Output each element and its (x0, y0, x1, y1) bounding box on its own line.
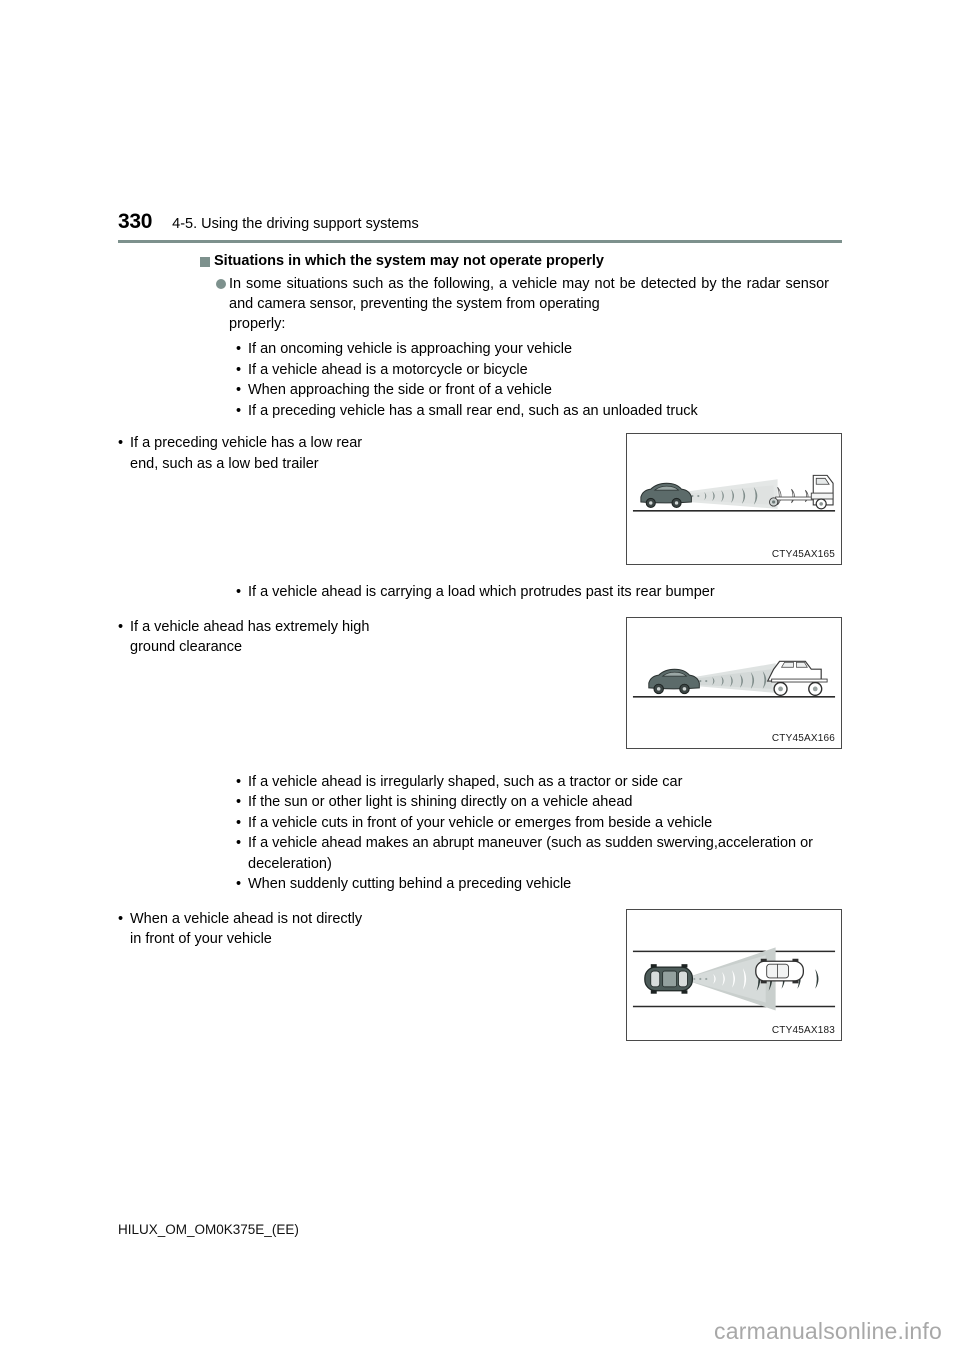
list-item-line1: If a preceding vehicle has a low rear (130, 435, 363, 451)
figure-high-ground-clearance (626, 617, 842, 749)
list-item-text: If an oncoming vehicle is approaching your vehicle (248, 341, 573, 357)
list-item-text (130, 909, 410, 950)
bullet-list-1 (236, 339, 842, 421)
dot-bullet-icon: • (236, 584, 242, 600)
round-bullet-icon (216, 279, 226, 289)
list-item-text: When suddenly cutting behind a preceding vehicle (248, 876, 572, 892)
figure3-caption: CTY45AX183 (771, 1024, 835, 1036)
bullet-protruding-load (236, 582, 842, 603)
list-item-text: When approaching the side or front of a vehicle (248, 382, 552, 398)
intro-text-body: In some situations such as the following, a vehicle may not be detected by the radar sensor and camera sensor, preventing the system from operating (229, 276, 829, 312)
list-item (236, 360, 842, 381)
subsection-heading (200, 252, 842, 271)
list-item (236, 874, 842, 895)
figure-row-2 (118, 617, 842, 752)
section-header-title: 4-5. Using the driving support systems (172, 216, 419, 232)
dot-bullet-icon: • (236, 794, 242, 810)
list-item-text (130, 433, 410, 474)
list-item-line2: in front of your vehicle (130, 931, 272, 947)
figure2-illustration (627, 618, 841, 748)
dot-bullet-icon: • (236, 382, 242, 398)
dot-bullet-icon: • (236, 814, 242, 831)
dot-bullet-icon: • (236, 835, 242, 851)
list-item-text (248, 833, 842, 874)
dot-bullet-icon: • (236, 361, 242, 378)
figure-row-3 (118, 909, 842, 1044)
list-item (236, 339, 842, 360)
intro-text-last-line: properly: (229, 316, 286, 332)
subsection-heading-text: Situations in which the system may not operate properly (214, 253, 604, 269)
intro-bullet (216, 274, 842, 334)
figure2-caption: CTY45AX166 (771, 732, 835, 744)
square-bullet-icon (200, 257, 210, 267)
page-number: 330 (118, 210, 153, 233)
page-header (118, 210, 842, 234)
list-item-text: If the sun or other light is shining directly on a vehicle ahead (248, 794, 633, 810)
list-item-line1: If a vehicle ahead has extremely high (130, 618, 370, 635)
dot-bullet-icon: • (236, 773, 242, 790)
bullet-list-2 (236, 772, 842, 895)
figure1-illustration (627, 434, 841, 564)
list-item-line2: end, such as a low bed trailer (130, 455, 319, 472)
list-item-text: If a vehicle ahead is irregularly shaped, such as a tractor or side car (248, 773, 683, 790)
list-item-line1: If a vehicle ahead makes an abrupt maneuver (such as sudden swerving, (248, 835, 718, 851)
figure1-caption: CTY45AX165 (771, 549, 835, 560)
header-divider (118, 240, 842, 243)
page-content (118, 252, 842, 1044)
figure3-illustration (627, 910, 841, 1040)
list-item-line2: ground clearance (130, 639, 243, 655)
figure-row-1 (118, 433, 842, 568)
dot-bullet-icon: • (236, 402, 242, 419)
intro-text (229, 274, 829, 334)
list-item-text: If a vehicle cuts in front of your vehicle or emerges from beside a vehicle (248, 814, 713, 831)
list-item (236, 792, 842, 813)
figure-low-rear-end (626, 433, 842, 565)
list-item-line1: When a vehicle ahead is not directly (130, 910, 363, 927)
dot-bullet-icon: • (118, 910, 124, 927)
figure-offset-vehicle (626, 909, 842, 1041)
list-item (236, 582, 842, 603)
document-code: HILUX_OM_OM0K375E_(EE) (118, 1222, 299, 1237)
list-item (236, 401, 842, 422)
watermark-text: carmanualsonline.info (714, 1318, 942, 1344)
list-item (236, 380, 842, 401)
dot-bullet-icon: • (236, 341, 242, 357)
list-item-text: If a vehicle ahead is carrying a load which protrudes past its rear bumper (248, 584, 715, 600)
dot-bullet-icon: • (118, 435, 124, 451)
list-item (236, 772, 842, 793)
list-item-text: If a vehicle ahead is a motorcycle or bicycle (248, 361, 528, 378)
dot-bullet-icon: • (118, 618, 124, 635)
list-item-text: If a preceding vehicle has a small rear end, such as an unloaded truck (248, 402, 698, 419)
dot-bullet-icon: • (236, 876, 242, 892)
list-item (236, 833, 842, 874)
list-item (236, 813, 842, 834)
list-item-line2: acceleration or deceleration) (248, 835, 814, 872)
list-item-text (130, 617, 410, 658)
